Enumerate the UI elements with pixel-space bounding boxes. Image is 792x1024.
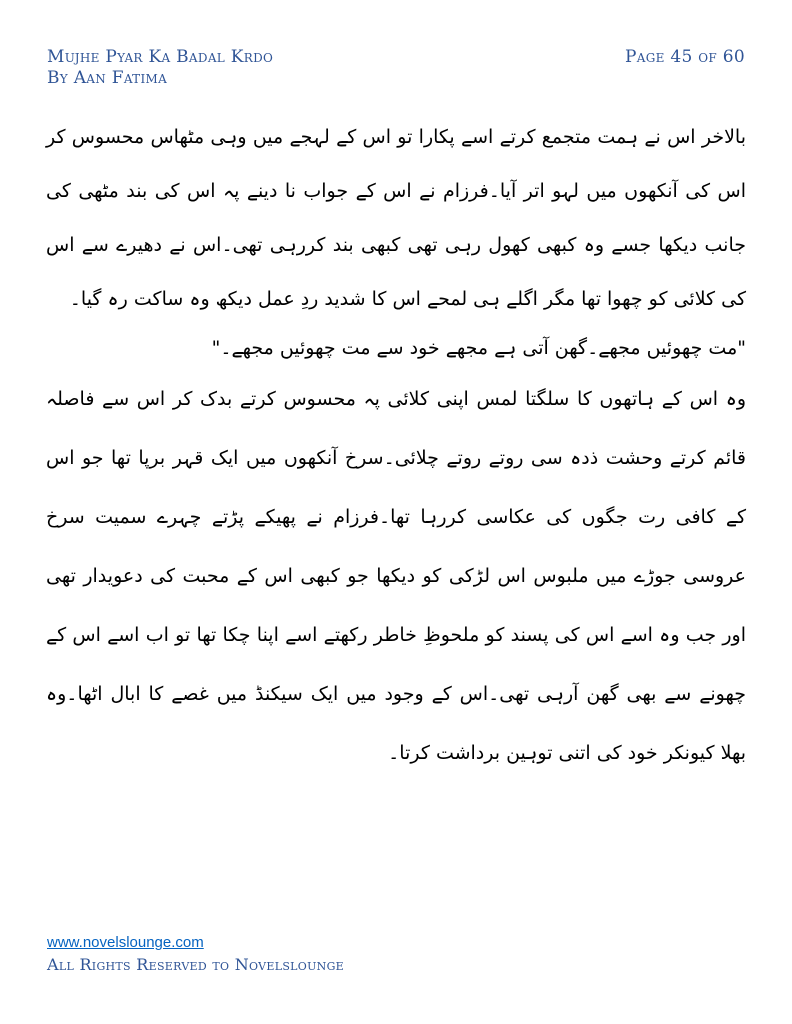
- copyright-notice: All Rights Reserved to Novelslounge: [47, 955, 345, 974]
- paragraph-2-dialogue: "مت چھوئیں مجھے۔گھن آتی ہے مجھے خود سے مت چھوئیں مجھے۔": [211, 337, 746, 359]
- page-number: Page 45 of 60: [625, 47, 745, 67]
- book-author: By Aan Fatima: [47, 68, 168, 88]
- paragraph-1: بالاخر اس نے ہمت متجمع کرتے اسے پکارا تو اس کے لہجے میں وہی مٹھاس محسوس کر اس کی آنکھوں میں لہو اتر آیا۔فرزام نے اس کے جواب نا دینے پہ اس کی بند مٹھی کی جانب دیکھا جسے وہ کبھی کھول رہی تھی کبھی بند کررہی تھی۔اس نے دھیرے سے اس کی کلائی کو چھوا تھا مگر اگلے ہی لمحے اس کا شدید ردِ عمل دیکھ وہ ساکت رہ گیا۔: [46, 126, 746, 310]
- paragraph-3: وہ اس کے ہاتھوں کا سلگتا لمس اپنی کلائی پہ محسوس کرتے بدک کر اس سے فاصلہ قائم کرتے وحشت ذدہ سی روتے روتے چلائی۔سرخ آنکھوں میں ایک قہر برپا تھا جو اس کے کافی رت جگوں کی عکاسی کررہا تھا۔فرزام نے پھیکے پڑتے چہرے سمیت سرخ عروسی جوڑے میں ملبوس اس لڑکی کو دیکھا جو کبھی اس کے محبت کی دعویدار تھی اور جب وہ اسے اس کی پسند کو ملحوظِ خاطر رکھتے اسے اپنا چکا تھا تو اب اسے اس کے چھونے سے بھی گھن آرہی تھی۔اس کے وجود میں ایک سیکنڈ میں غصے کا ابال اٹھا۔وہ بھلا کیونکر خود کی اتنی توہین برداشت کرتا۔: [46, 388, 746, 764]
- book-title: Mujhe Pyar Ka Badal Krdo: [47, 47, 274, 67]
- book-header: [47, 47, 273, 89]
- website-link[interactable]: www.novelslounge.com: [47, 934, 204, 951]
- novel-text: [46, 110, 746, 783]
